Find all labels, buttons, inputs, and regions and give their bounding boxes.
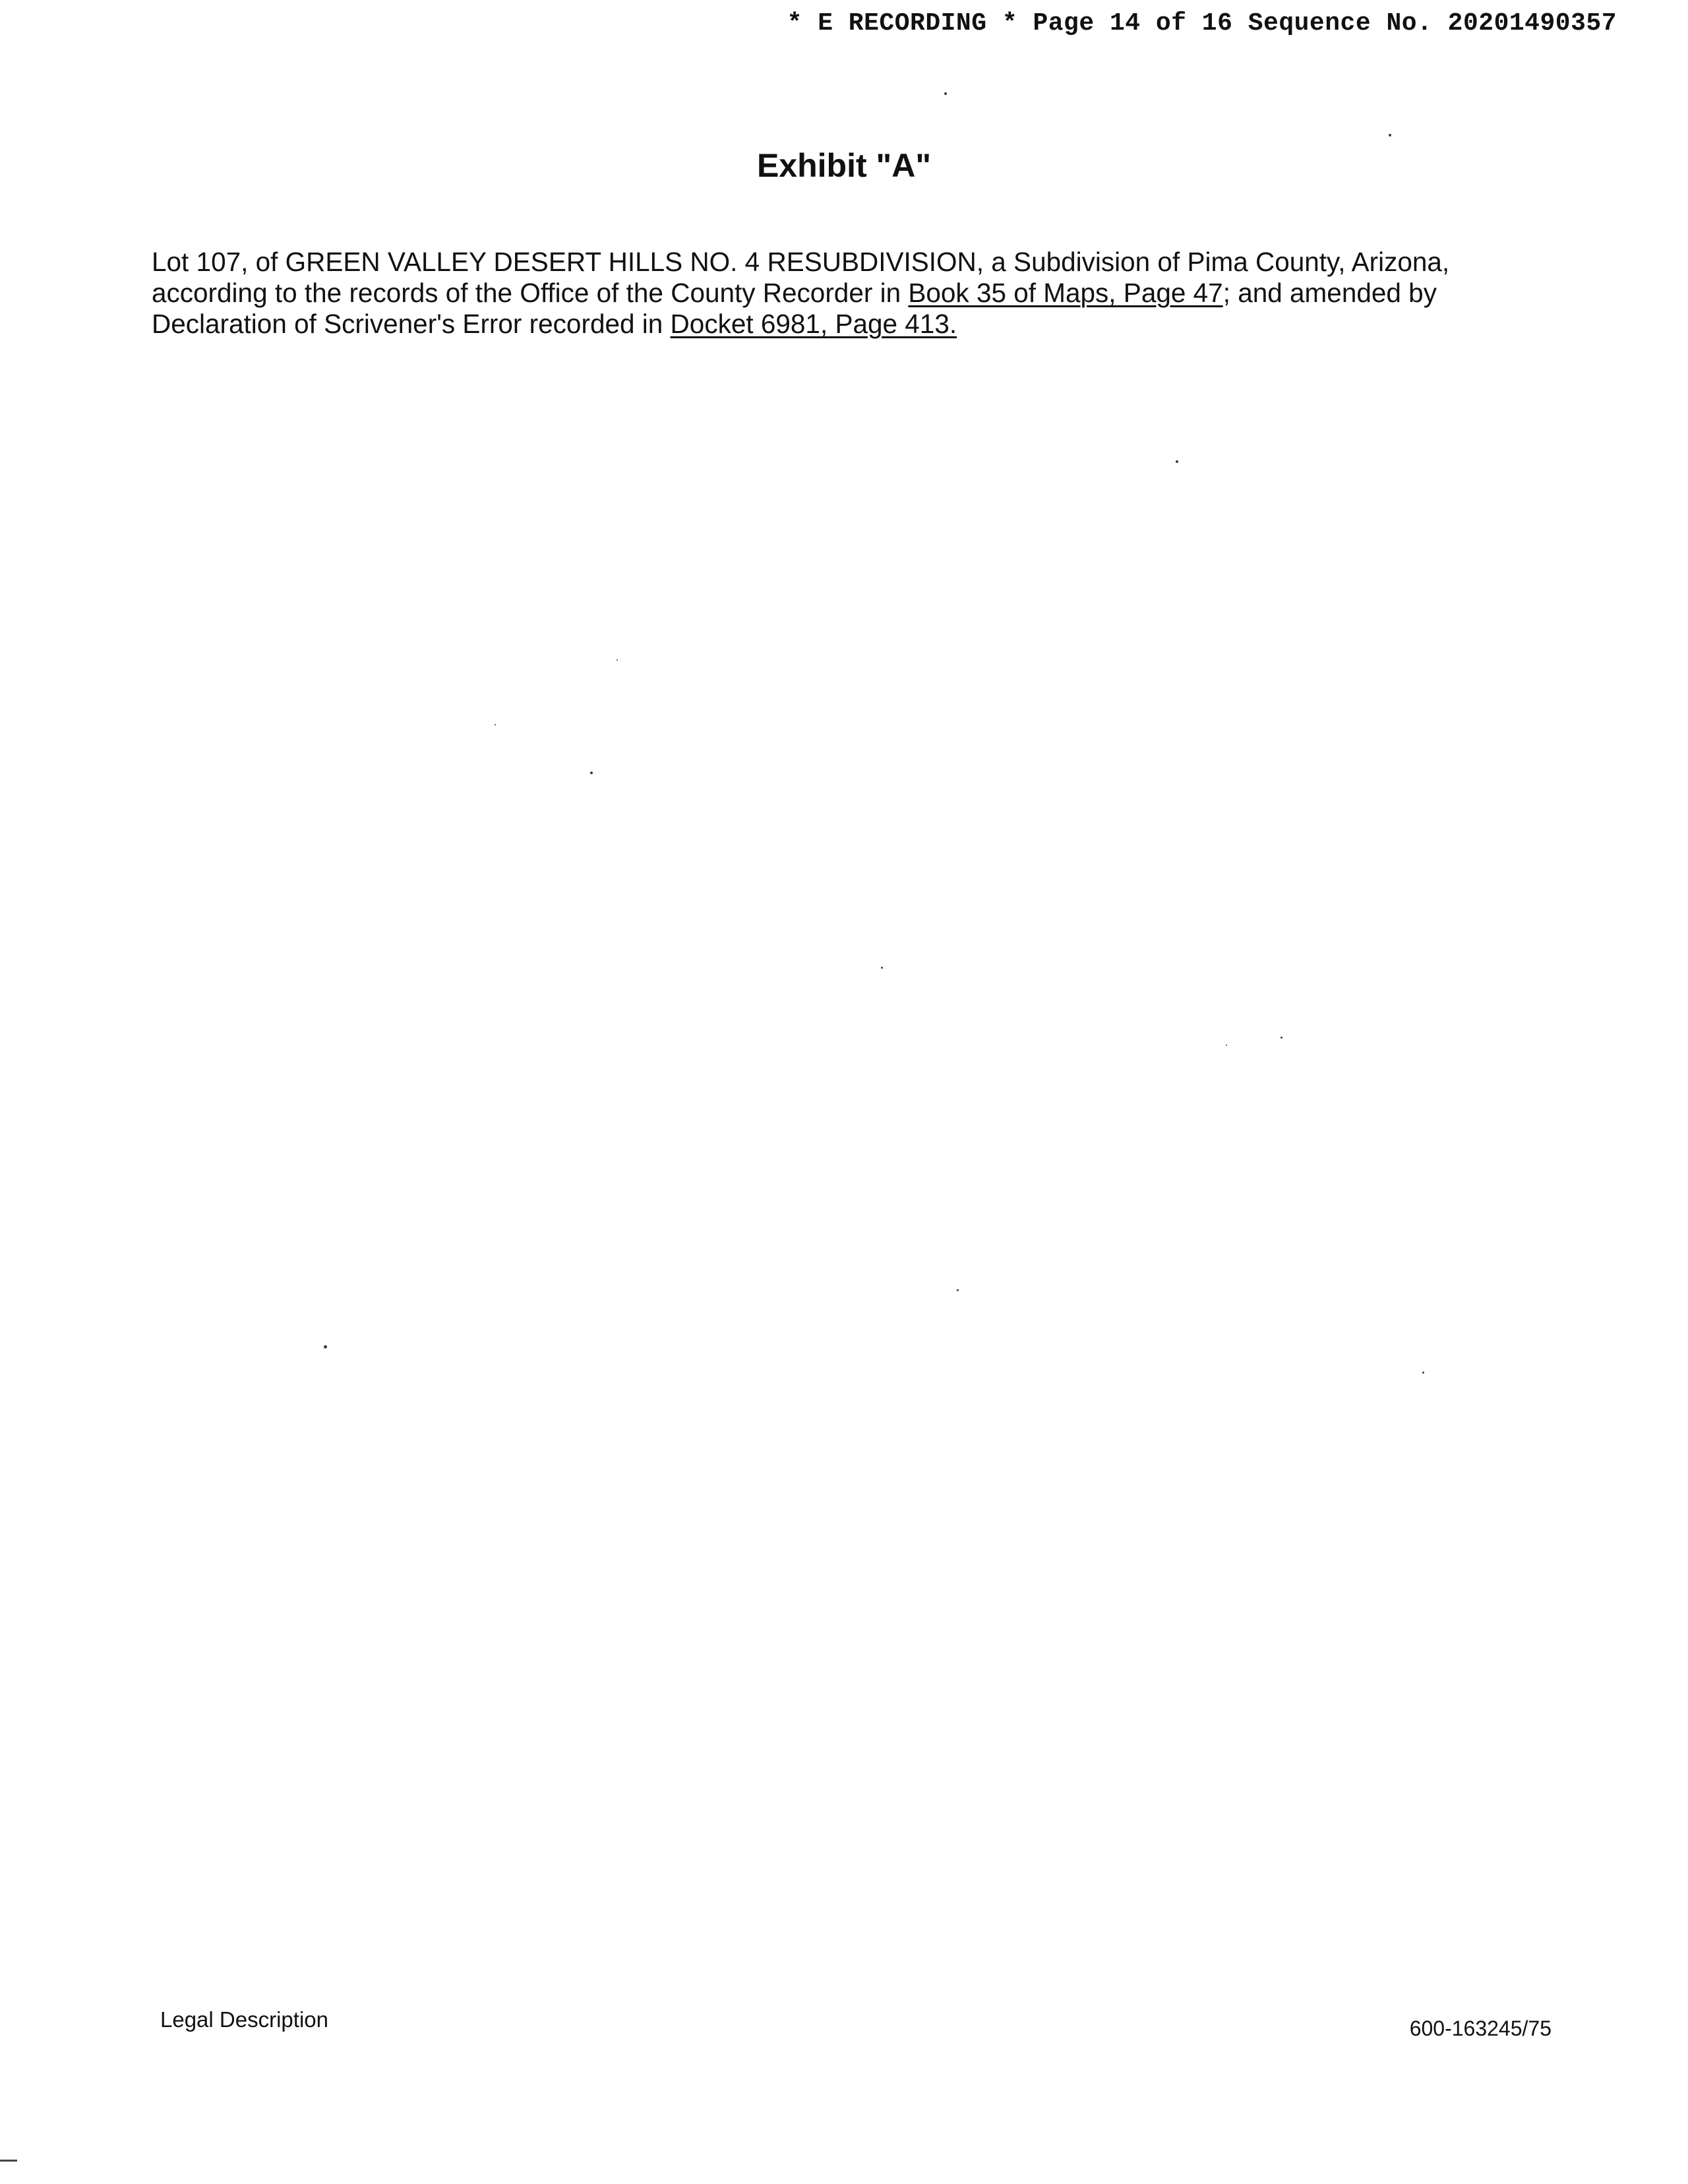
- recording-stamp: * E RECORDING * Page 14 of 16 Sequence No. 20201490357: [787, 9, 1617, 38]
- footer-file-number: 600-163245/75: [1409, 2017, 1552, 2040]
- scan-speck: [1281, 1037, 1282, 1039]
- line-3-prefix: Declaration of Scrivener's Error recorded in: [152, 309, 671, 339]
- exhibit-title: Exhibit "A": [756, 147, 932, 184]
- map-book-reference: Book 35 of Maps, Page 47: [908, 278, 1223, 308]
- legal-description-line-3: [152, 309, 1556, 340]
- line-2-suffix: ; and amended by: [1222, 278, 1437, 308]
- scan-speck: [1422, 1372, 1424, 1374]
- scan-speck: [324, 1345, 327, 1349]
- scan-speck: [1226, 1045, 1227, 1046]
- scan-speck: [957, 1289, 959, 1291]
- scan-edge-mark: [0, 2160, 17, 2162]
- scan-speck: [944, 92, 947, 95]
- scan-speck: [1176, 460, 1178, 463]
- footer-label: Legal Description: [160, 2007, 328, 2032]
- scan-speck: [590, 772, 593, 774]
- docket-reference: Docket 6981, Page 413.: [670, 309, 957, 339]
- legal-description-paragraph: [152, 247, 1556, 340]
- scan-speck: [617, 659, 618, 661]
- line-2-prefix: according to the records of the Office of the County Recorder in: [152, 278, 909, 308]
- legal-description-line-2: [152, 278, 1556, 309]
- scan-speck: [881, 967, 883, 969]
- scan-speck: [495, 724, 496, 725]
- legal-description-line-1: Lot 107, of GREEN VALLEY DESERT HILLS NO. 4 RESUBDIVISION, a Subdivision of Pima County, Arizona,: [152, 247, 1450, 277]
- scan-speck: [1389, 134, 1391, 136]
